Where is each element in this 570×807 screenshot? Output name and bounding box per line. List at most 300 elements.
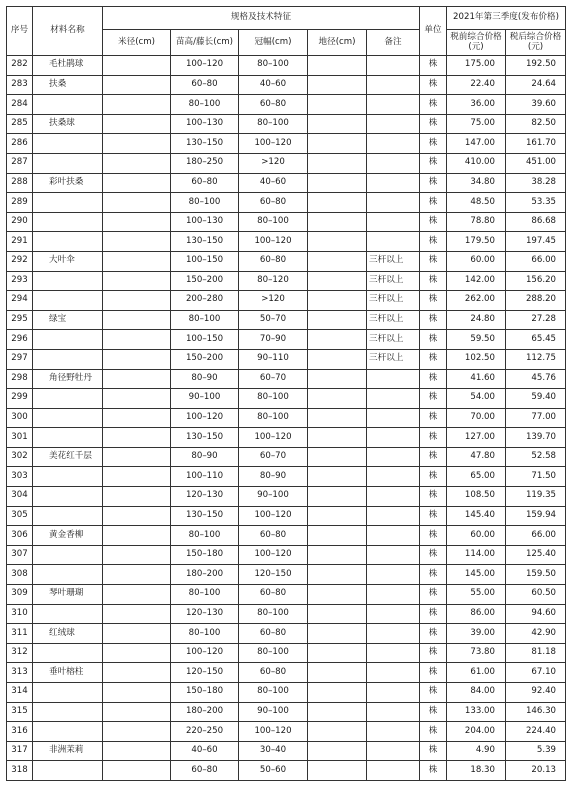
cell-seq: 293 [7,271,33,291]
table-row [7,193,566,213]
cell-dijing [308,349,367,369]
cell-posttax-price: 112.75 [506,349,566,369]
cell-seq: 291 [7,232,33,252]
cell-seq: 317 [7,741,33,761]
cell-dijing [308,369,367,389]
cell-height: 80–100 [171,95,239,115]
table-row [7,643,566,663]
cell-material-name [33,702,103,722]
cell-note [367,212,420,232]
cell-material-name: 扶桑 [33,75,103,95]
cell-mijing [103,271,171,291]
cell-pretax-price: 84.00 [447,683,506,703]
cell-dijing [308,134,367,154]
cell-dijing [308,585,367,605]
cell-material-name: 美花红千层 [33,447,103,467]
cell-note [367,545,420,565]
cell-height: 150–200 [171,349,239,369]
cell-posttax-price: 159.94 [506,506,566,526]
table-body [7,56,566,781]
table-row [7,75,566,95]
cell-pretax-price: 39.00 [447,624,506,644]
cell-unit: 株 [420,75,447,95]
table-row [7,663,566,683]
cell-dijing [308,663,367,683]
cell-note [367,683,420,703]
cell-material-name [33,467,103,487]
header-seq: 序号 [7,7,33,56]
cell-material-name: 大叶伞 [33,251,103,271]
cell-unit: 株 [420,487,447,507]
cell-posttax-price: 39.60 [506,95,566,115]
cell-posttax-price: 38.28 [506,173,566,193]
cell-material-name [33,565,103,585]
cell-crown: 60–80 [239,663,308,683]
cell-dijing [308,506,367,526]
cell-unit: 株 [420,232,447,252]
cell-dijing [308,761,367,781]
cell-mijing [103,349,171,369]
header-crown: 冠幅(cm) [239,30,308,56]
cell-pretax-price: 34.80 [447,173,506,193]
cell-mijing [103,604,171,624]
cell-material-name [33,761,103,781]
cell-unit: 株 [420,663,447,683]
cell-posttax-price: 119.35 [506,487,566,507]
cell-seq: 282 [7,56,33,76]
cell-height: 100–120 [171,643,239,663]
cell-posttax-price: 5.39 [506,741,566,761]
cell-crown: 60–80 [239,95,308,115]
cell-posttax-price: 71.50 [506,467,566,487]
cell-posttax-price: 451.00 [506,153,566,173]
cell-unit: 株 [420,310,447,330]
cell-pretax-price: 108.50 [447,487,506,507]
cell-note [367,604,420,624]
cell-dijing [308,722,367,742]
cell-height: 120–150 [171,663,239,683]
cell-crown: 80–100 [239,643,308,663]
cell-pretax-price: 127.00 [447,428,506,448]
cell-unit: 株 [420,193,447,213]
cell-height: 80–100 [171,193,239,213]
cell-note [367,56,420,76]
cell-crown: 80–100 [239,683,308,703]
cell-mijing [103,408,171,428]
cell-note [367,643,420,663]
cell-posttax-price: 156.20 [506,271,566,291]
cell-unit: 株 [420,624,447,644]
cell-mijing [103,526,171,546]
cell-dijing [308,702,367,722]
table-row [7,212,566,232]
cell-unit: 株 [420,447,447,467]
cell-posttax-price: 20.13 [506,761,566,781]
cell-pretax-price: 142.00 [447,271,506,291]
cell-material-name [33,643,103,663]
cell-pretax-price: 59.50 [447,330,506,350]
cell-crown: 100–120 [239,232,308,252]
cell-height: 220–250 [171,722,239,742]
cell-posttax-price: 59.40 [506,389,566,409]
cell-seq: 289 [7,193,33,213]
cell-material-name [33,95,103,115]
cell-posttax-price: 42.90 [506,624,566,644]
cell-note [367,428,420,448]
cell-note [367,526,420,546]
cell-height: 80–90 [171,369,239,389]
cell-dijing [308,330,367,350]
cell-material-name [33,545,103,565]
cell-pretax-price: 204.00 [447,722,506,742]
cell-mijing [103,506,171,526]
cell-height: 100–120 [171,408,239,428]
cell-seq: 312 [7,643,33,663]
cell-unit: 株 [420,134,447,154]
cell-height: 130–150 [171,232,239,252]
cell-material-name: 黄金香柳 [33,526,103,546]
cell-note [367,487,420,507]
table-row [7,761,566,781]
cell-mijing [103,134,171,154]
header-dijing: 地径(cm) [308,30,367,56]
cell-seq: 309 [7,585,33,605]
table-header [7,7,566,56]
cell-unit: 株 [420,114,447,134]
cell-seq: 299 [7,389,33,409]
cell-height: 180–200 [171,565,239,585]
cell-pretax-price: 60.00 [447,526,506,546]
cell-material-name [33,389,103,409]
cell-unit: 株 [420,291,447,311]
cell-mijing [103,447,171,467]
cell-mijing [103,173,171,193]
cell-crown: 100–120 [239,506,308,526]
cell-mijing [103,428,171,448]
header-note: 备注 [367,30,420,56]
cell-height: 200–280 [171,291,239,311]
cell-posttax-price: 161.70 [506,134,566,154]
cell-material-name [33,212,103,232]
cell-note [367,95,420,115]
cell-crown: 80–120 [239,271,308,291]
cell-height: 90–100 [171,389,239,409]
cell-posttax-price: 139.70 [506,428,566,448]
cell-dijing [308,56,367,76]
cell-material-name [33,134,103,154]
cell-seq: 303 [7,467,33,487]
cell-seq: 316 [7,722,33,742]
cell-mijing [103,56,171,76]
cell-mijing [103,585,171,605]
cell-pretax-price: 22.40 [447,75,506,95]
cell-crown: 80–100 [239,114,308,134]
cell-seq: 318 [7,761,33,781]
cell-seq: 304 [7,487,33,507]
cell-dijing [308,428,367,448]
cell-seq: 287 [7,153,33,173]
table-row [7,467,566,487]
cell-crown: 80–100 [239,604,308,624]
cell-pretax-price: 179.50 [447,232,506,252]
cell-seq: 297 [7,349,33,369]
table-row [7,291,566,311]
cell-posttax-price: 159.50 [506,565,566,585]
cell-dijing [308,604,367,624]
cell-crown: 100–120 [239,134,308,154]
cell-posttax-price: 82.50 [506,114,566,134]
cell-unit: 株 [420,526,447,546]
cell-unit: 株 [420,212,447,232]
cell-posttax-price: 65.45 [506,330,566,350]
cell-height: 100–150 [171,251,239,271]
cell-dijing [308,251,367,271]
cell-note [367,467,420,487]
cell-material-name: 红绒球 [33,624,103,644]
cell-pretax-price: 147.00 [447,134,506,154]
cell-unit: 株 [420,741,447,761]
table-row [7,369,566,389]
cell-mijing [103,369,171,389]
cell-note [367,741,420,761]
table-row [7,330,566,350]
cell-dijing [308,624,367,644]
cell-note [367,193,420,213]
cell-seq: 298 [7,369,33,389]
cell-pretax-price: 262.00 [447,291,506,311]
cell-height: 180–200 [171,702,239,722]
header-unit: 单位 [420,7,447,56]
cell-pretax-price: 86.00 [447,604,506,624]
cell-height: 100–120 [171,56,239,76]
cell-crown: 100–120 [239,428,308,448]
cell-crown: 60–80 [239,193,308,213]
cell-material-name: 绿宝 [33,310,103,330]
cell-height: 120–130 [171,604,239,624]
cell-mijing [103,565,171,585]
cell-pretax-price: 4.90 [447,741,506,761]
cell-seq: 301 [7,428,33,448]
cell-posttax-price: 53.35 [506,193,566,213]
cell-dijing [308,545,367,565]
cell-crown: 80–100 [239,389,308,409]
cell-height: 180–250 [171,153,239,173]
cell-crown: 40–60 [239,75,308,95]
cell-material-name: 垂叶榕柱 [33,663,103,683]
cell-note [367,624,420,644]
cell-dijing [308,114,367,134]
cell-mijing [103,232,171,252]
cell-material-name: 扶桑球 [33,114,103,134]
cell-height: 100–150 [171,330,239,350]
cell-dijing [308,212,367,232]
cell-unit: 株 [420,702,447,722]
cell-seq: 314 [7,683,33,703]
cell-seq: 290 [7,212,33,232]
cell-material-name [33,232,103,252]
cell-posttax-price: 224.40 [506,722,566,742]
cell-posttax-price: 125.40 [506,545,566,565]
cell-dijing [308,291,367,311]
header-price-group: 2021年第三季度(发布价格) [447,7,566,30]
cell-crown: 60–80 [239,585,308,605]
cell-unit: 株 [420,153,447,173]
cell-seq: 294 [7,291,33,311]
cell-note [367,173,420,193]
cell-crown: 60–70 [239,447,308,467]
cell-unit: 株 [420,761,447,781]
cell-posttax-price: 197.45 [506,232,566,252]
cell-pretax-price: 61.00 [447,663,506,683]
cell-crown: 30–40 [239,741,308,761]
cell-material-name [33,722,103,742]
cell-unit: 株 [420,506,447,526]
cell-dijing [308,153,367,173]
cell-unit: 株 [420,565,447,585]
cell-height: 100–110 [171,467,239,487]
cell-dijing [308,487,367,507]
cell-material-name: 彩叶扶桑 [33,173,103,193]
cell-pretax-price: 175.00 [447,56,506,76]
cell-material-name [33,330,103,350]
cell-mijing [103,761,171,781]
cell-unit: 株 [420,408,447,428]
cell-seq: 311 [7,624,33,644]
cell-material-name [33,428,103,448]
cell-height: 130–150 [171,134,239,154]
cell-pretax-price: 24.80 [447,310,506,330]
header-height: 苗高/藤长(cm) [171,30,239,56]
table-row [7,389,566,409]
cell-note [367,761,420,781]
cell-mijing [103,310,171,330]
cell-unit: 株 [420,369,447,389]
cell-height: 100–130 [171,114,239,134]
cell-height: 60–80 [171,173,239,193]
cell-material-name [33,153,103,173]
cell-seq: 310 [7,604,33,624]
cell-seq: 286 [7,134,33,154]
cell-height: 130–150 [171,506,239,526]
cell-dijing [308,408,367,428]
cell-height: 60–80 [171,761,239,781]
cell-note [367,232,420,252]
cell-material-name [33,349,103,369]
cell-pretax-price: 41.60 [447,369,506,389]
cell-dijing [308,447,367,467]
cell-posttax-price: 60.50 [506,585,566,605]
cell-height: 80–90 [171,447,239,467]
cell-seq: 292 [7,251,33,271]
cell-material-name [33,487,103,507]
cell-material-name [33,683,103,703]
cell-crown: 120–150 [239,565,308,585]
cell-crown: 80–100 [239,212,308,232]
table-row [7,741,566,761]
cell-mijing [103,75,171,95]
cell-crown: 50–70 [239,310,308,330]
cell-mijing [103,114,171,134]
cell-unit: 株 [420,173,447,193]
cell-pretax-price: 145.40 [447,506,506,526]
cell-note [367,722,420,742]
cell-posttax-price: 66.00 [506,251,566,271]
cell-unit: 株 [420,545,447,565]
cell-note [367,663,420,683]
header-posttax: 税后综合价格(元) [506,30,566,56]
cell-pretax-price: 36.00 [447,95,506,115]
table-row [7,604,566,624]
cell-dijing [308,643,367,663]
cell-seq: 313 [7,663,33,683]
cell-seq: 306 [7,526,33,546]
cell-crown: 80–100 [239,56,308,76]
cell-unit: 株 [420,722,447,742]
cell-mijing [103,389,171,409]
cell-dijing [308,310,367,330]
cell-mijing [103,643,171,663]
cell-dijing [308,467,367,487]
cell-note [367,153,420,173]
cell-pretax-price: 18.30 [447,761,506,781]
cell-material-name [33,604,103,624]
cell-unit: 株 [420,349,447,369]
cell-mijing [103,95,171,115]
cell-material-name [33,506,103,526]
cell-crown: 90–100 [239,487,308,507]
cell-dijing [308,389,367,409]
cell-posttax-price: 24.64 [506,75,566,95]
cell-unit: 株 [420,330,447,350]
cell-height: 80–100 [171,310,239,330]
cell-mijing [103,212,171,232]
cell-note: 三杆以上 [367,251,420,271]
table-row [7,683,566,703]
cell-unit: 株 [420,467,447,487]
table-row [7,624,566,644]
cell-height: 80–100 [171,624,239,644]
cell-posttax-price: 52.58 [506,447,566,467]
cell-height: 120–130 [171,487,239,507]
table-row [7,447,566,467]
cell-dijing [308,173,367,193]
cell-posttax-price: 288.20 [506,291,566,311]
cell-unit: 株 [420,56,447,76]
cell-seq: 288 [7,173,33,193]
cell-posttax-price: 146.30 [506,702,566,722]
cell-seq: 284 [7,95,33,115]
cell-height: 80–100 [171,526,239,546]
cell-crown: 100–120 [239,545,308,565]
table-row [7,251,566,271]
cell-mijing [103,741,171,761]
cell-note: 三杆以上 [367,330,420,350]
cell-dijing [308,232,367,252]
table-row [7,722,566,742]
header-spec-group: 规格及技术特征 [103,7,420,30]
table-row [7,95,566,115]
cell-pretax-price: 48.50 [447,193,506,213]
cell-dijing [308,526,367,546]
cell-note [367,389,420,409]
cell-unit: 株 [420,643,447,663]
cell-height: 130–150 [171,428,239,448]
cell-crown: 40–60 [239,173,308,193]
cell-dijing [308,741,367,761]
cell-seq: 300 [7,408,33,428]
cell-height: 100–130 [171,212,239,232]
cell-pretax-price: 145.00 [447,565,506,585]
